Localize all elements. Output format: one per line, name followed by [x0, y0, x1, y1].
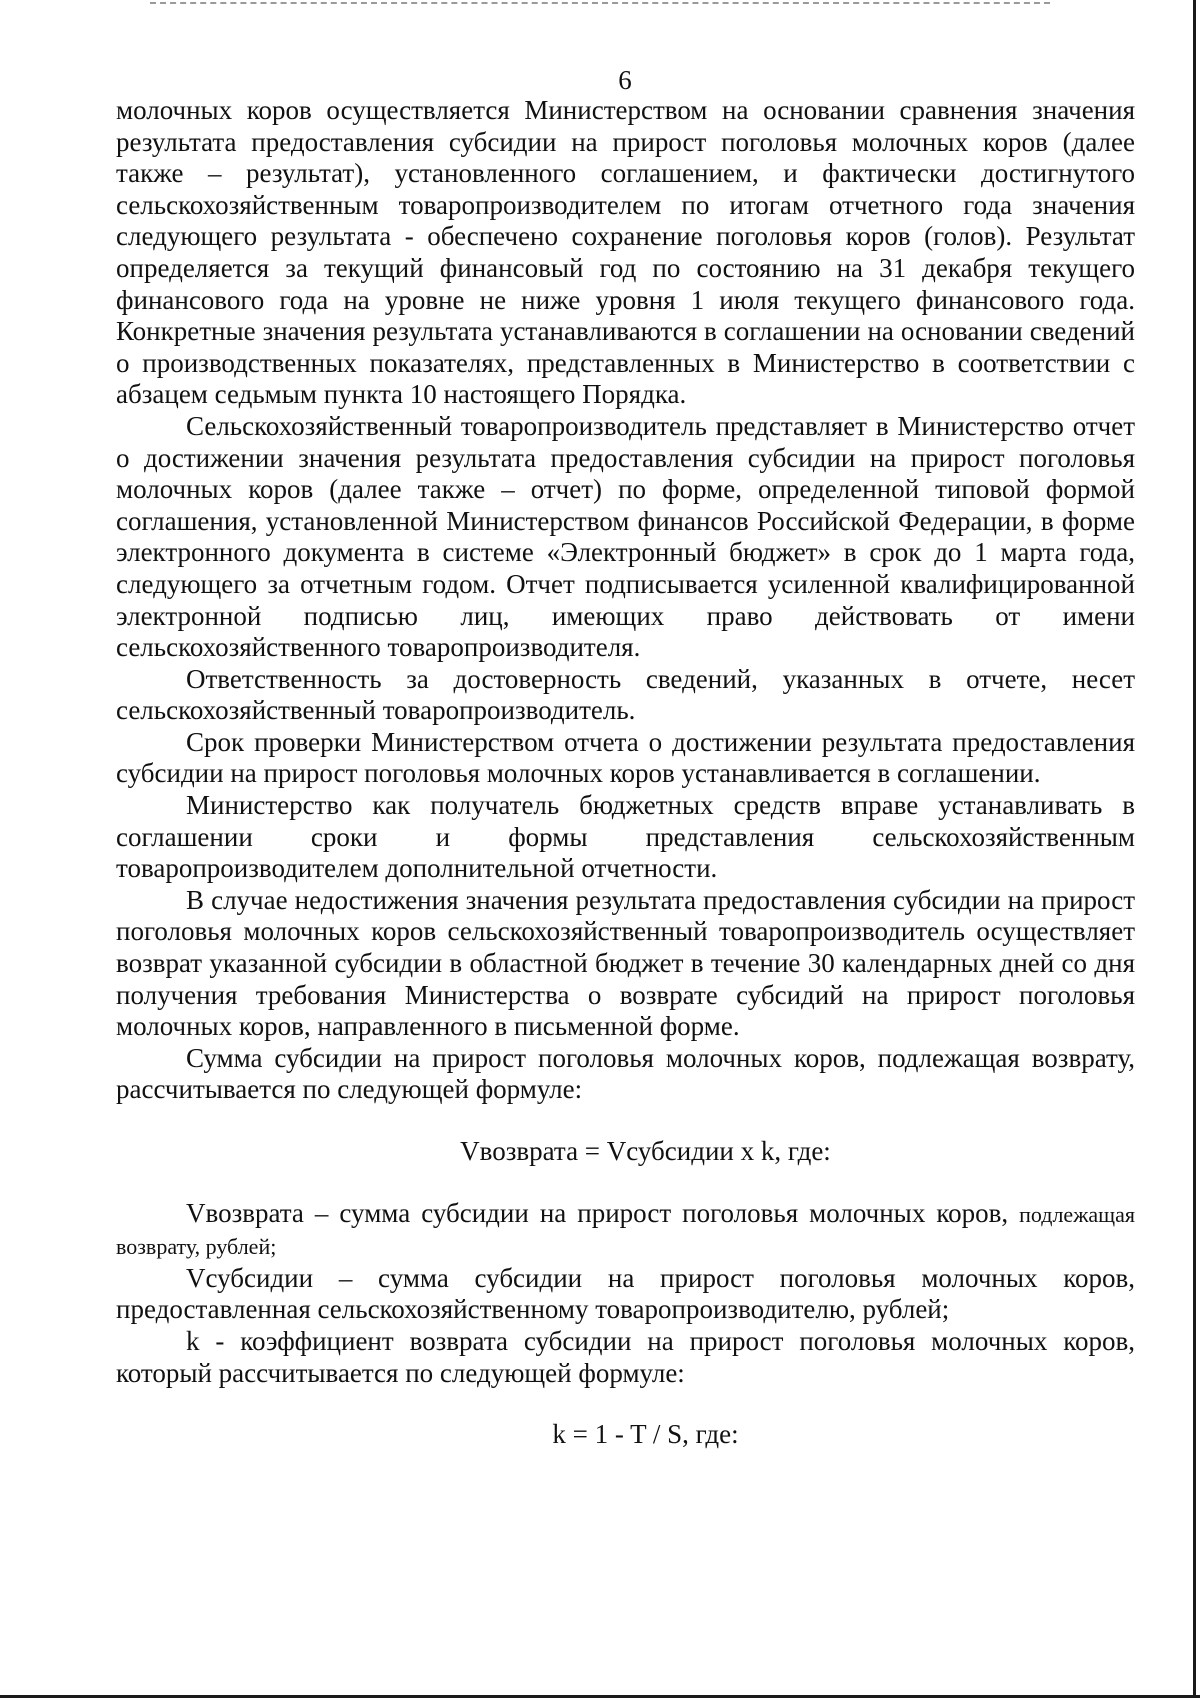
scan-top-edge: [150, 2, 1050, 4]
page-number: 6: [618, 65, 632, 95]
paragraph-refund-formula-intro: Сумма субсидии на прирост поголовья молочных коров, подлежащая возврату, рассчитывается по следующей формуле:: [116, 1042, 1135, 1105]
paragraph-check-period: Срок проверки Министерством отчета о достижении результата предоставления субсидии на прирост поголовья молочных коров устанавливается в соглашении.: [116, 726, 1135, 789]
paragraph-additional-reporting: Министерство как получатель бюджетных средств вправе устанавливать в соглашении сроки и формы представления сельскохозяйственным товаропроизводителем дополнительной отчетности.: [116, 790, 1135, 884]
definition-v-refund-tail: подлежащая возврату, рублей;: [116, 1201, 1135, 1260]
definition-v-subsidy: Vсубсидии – сумма субсидии на прирост поголовья молочных коров, предоставленная сельскохозяйственному товаропроизводителю, рублей;: [116, 1262, 1135, 1325]
scan-right-edge: [1193, 0, 1196, 1698]
definition-k: k - коэффициент возврата субсидии на прирост поголовья молочных коров, который рассчитывается по следующей формуле:: [116, 1325, 1135, 1388]
formula-refund-amount: Vвозврата = Vсубсидии x k, где:: [460, 1136, 831, 1166]
formula-k-coefficient: k = 1 - T / S, где:: [552, 1419, 739, 1450]
paragraph-responsibility: Ответственность за достоверность сведений, указанных в отчете, несет сельскохозяйственный товаропроизводитель.: [116, 663, 1135, 726]
paragraph-refund-condition: В случае недостижения значения результата предоставления субсидии на прирост поголовья молочных коров сельскохозяйственный товаропроизводитель осуществляет возврат указанной субсидии в областной бюджет в течение 30 календарных дней со дня получения требования Министерства о возврате субсидий на прирост поголовья молочных коров, направленного в письменной форме.: [116, 884, 1135, 1042]
definition-v-refund-main: Vвозврата – сумма субсидии на прирост поголовья молочных коров,: [186, 1197, 1009, 1228]
paragraph-result-evaluation: молочных коров осуществляется Министерством на основании сравнения значения результата предоставления субсидии на прирост поголовья молочных коров (далее также – результат), установленного соглашением, и фактически достигнутого сельскохозяйственным товаропроизводителем по итогам отчетного года значения следующего результата - обеспечено сохранение поголовья коров (голов). Результат определяется за текущий финансовый год по состоянию на 31 декабря текущего финансового года на уровне не ниже уровня 1 июля текущего финансового года. Конкретные значения результата устанавливаются в соглашении на основании сведений о производственных показателях, представленных в Министерство в соответствии с абзацем седьмым пункта 10 настоящего Порядка.: [116, 95, 1135, 410]
paragraph-report-submission: Сельскохозяйственный товаропроизводитель представляет в Министерство отчет о достижении значения результата предоставления субсидии на прирост поголовья молочных коров (далее также – отчет) по форме, определенной типовой формой соглашения, установленной Министерством финансов Российской Федерации, в форме электронного документа в системе «Электронный бюджет» в срок до 1 марта года, следующего за отчетным годом. Отчет подписывается усиленной квалифицированной электронной подписью лиц, имеющих право действовать от имени сельскохозяйственного товаропроизводителя.: [116, 410, 1135, 663]
definition-v-refund: [116, 1198, 1135, 1263]
document-body: [116, 95, 1135, 1451]
